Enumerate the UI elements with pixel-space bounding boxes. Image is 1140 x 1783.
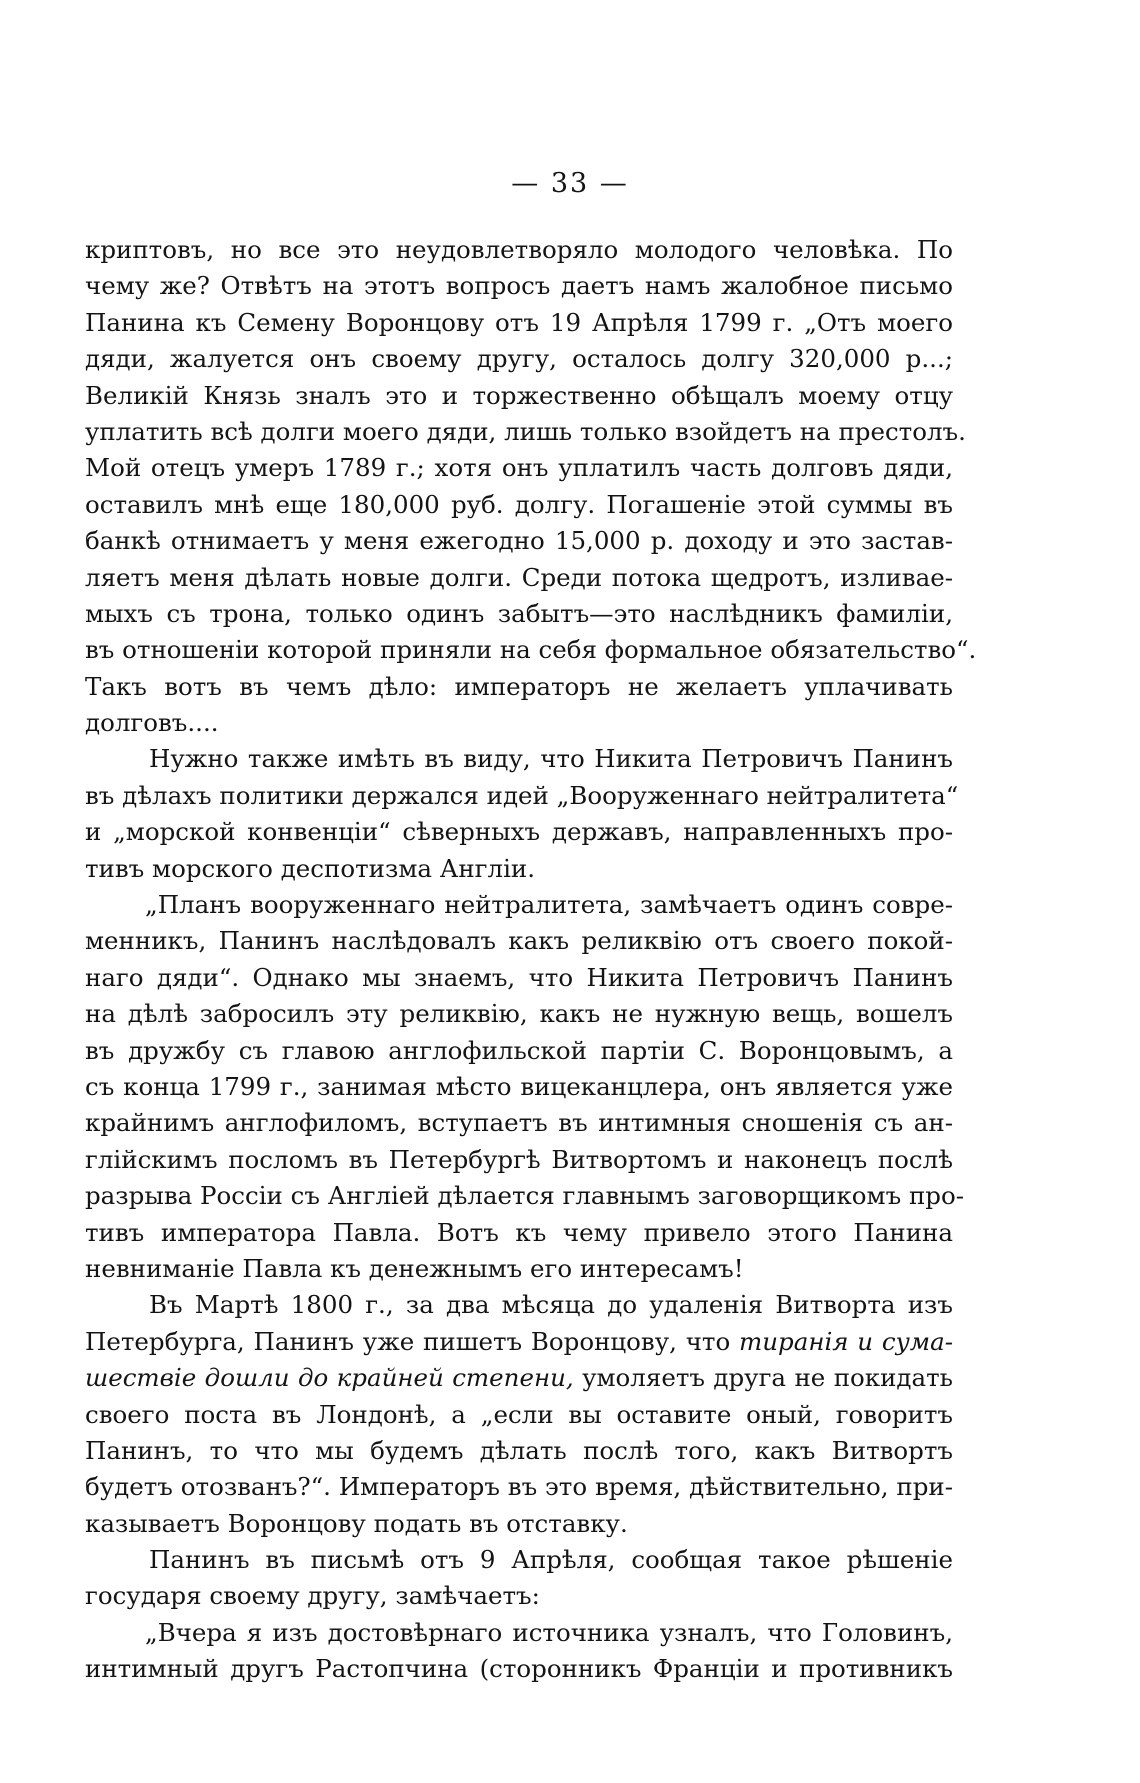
text-line: банкѣ отнимаетъ у меня ежегодно 15,000 р. доходу и это застав- <box>85 526 953 556</box>
text-line: въ дружбу съ главою англофильской партіи С. Воронцовымъ, а <box>85 1035 953 1065</box>
text-line: крайнимъ англофиломъ, вступаетъ въ интимныя сношенія съ ан- <box>85 1108 953 1138</box>
text-line: разрыва Россіи съ Англіей дѣлается главнымъ заговорщикомъ про- <box>85 1181 965 1211</box>
text-line: интимный другъ Растопчина (сторонникъ Франціи и противникъ <box>85 1654 953 1684</box>
page-number: — 33 — <box>511 168 629 199</box>
text-line: Великій Князь зналъ это и торжественно обѣщалъ моему отцу <box>85 380 953 410</box>
text-line: невниманіе Павла къ денежнымъ его интересамъ! <box>85 1253 744 1283</box>
body-text <box>85 232 977 1688</box>
text-line: наго дяди“. Однако мы знаемъ, что Никита Петровичъ Панинъ <box>85 962 953 992</box>
text-line-mixed <box>85 1324 953 1360</box>
italic-quote: шествіе дошли до крайней степени, <box>85 1363 574 1393</box>
text-line: и „морской конвенціи“ сѣверныхъ державъ, направленныхъ про- <box>85 817 953 847</box>
text-line: чему же? Отвѣтъ на этотъ вопросъ даетъ намъ жалобное письмо <box>85 271 953 301</box>
text-line: менникъ, Панинъ наслѣдовалъ какъ реликвію отъ своего покой- <box>85 926 953 956</box>
text-line: въ дѣлахъ политики держался идей „Вооруженнаго нейтралитета“ <box>85 780 959 810</box>
text-line: казываетъ Воронцову подать въ отставку. <box>85 1508 628 1538</box>
text-line: на дѣлѣ забросилъ эту реликвію, какъ не нужную вещь, вошелъ <box>85 999 953 1029</box>
text-line: оставилъ мнѣ еще 180,000 руб. долгу. Погашеніе этой суммы въ <box>85 489 953 519</box>
text-line: Такъ вотъ въ чемъ дѣло: императоръ не желаетъ уплачивать <box>85 671 953 701</box>
text-line: дяди, жалуется онъ своему другу, осталось долгу 320,000 р...; <box>85 344 953 374</box>
text-line: ляетъ меня дѣлать новые долги. Среди потока щедротъ, изливае- <box>85 562 953 592</box>
paragraph-start-line: „Вчера я изъ достовѣрнаго источника узналъ, что Головинъ, <box>145 1617 953 1647</box>
text-line: въ отношеніи которой приняли на себя формальное обязательство“. <box>85 635 977 665</box>
italic-quote: тиранія и сума- <box>739 1326 953 1356</box>
paragraph-start-line: Въ Мартѣ 1800 г., за два мѣсяца до удаленія Витворта изъ <box>149 1290 953 1320</box>
text-line: уплатить всѣ долги моего дяди, лишь только взойдетъ на престолъ. <box>85 416 966 446</box>
text-line: Панинъ, то что мы будемъ дѣлать послѣ того, какъ Витвортъ <box>85 1435 953 1465</box>
text-line: государя своему другу, замѣчаетъ: <box>85 1581 540 1611</box>
text-line: долговъ.... <box>85 708 219 738</box>
text-line: мыхъ съ трона, только одинъ забытъ—это наслѣдникъ фамиліи, <box>85 598 953 628</box>
paragraph-start-line: „Планъ вооруженнаго нейтралитета, замѣчаетъ одинъ совре- <box>145 890 953 920</box>
text-line: тивъ императора Павла. Вотъ къ чему привело этого Панина <box>85 1217 953 1247</box>
text-line: съ конца 1799 г., занимая мѣсто вицеканцлера, онъ является уже <box>85 1071 953 1101</box>
text-line: своего поста въ Лондонѣ, а „если вы оставите оный, говоритъ <box>85 1399 953 1429</box>
text-line: глійскимъ посломъ въ Петербургѣ Витвортомъ и наконецъ послѣ <box>85 1144 953 1174</box>
text-line-mixed <box>85 1360 953 1396</box>
text-line: криптовъ, но все это неудовлетворяло молодого человѣка. По <box>85 235 953 264</box>
line-part: умоляетъ друга не покидать <box>573 1363 953 1393</box>
paragraph-start-line: Нужно также имѣть въ виду, что Никита Петровичъ Панинъ <box>149 744 953 774</box>
text-line: будетъ отозванъ?“. Императоръ въ это время, дѣйствительно, при- <box>85 1472 953 1502</box>
text-line: тивъ морского деспотизма Англіи. <box>85 853 536 883</box>
text-line: Мой отецъ умеръ 1789 г.; хотя онъ уплатилъ часть долговъ дяди, <box>85 453 953 483</box>
line-part: Петербурга, Панинъ уже пишетъ Воронцову, что <box>85 1326 740 1356</box>
text-line: Панина къ Семену Воронцову отъ 19 Апрѣля 1799 г. „Отъ моего <box>85 307 953 337</box>
paragraph-start-line: Панинъ въ письмѣ отъ 9 Апрѣля, сообщая такое рѣшеніе <box>149 1545 953 1575</box>
